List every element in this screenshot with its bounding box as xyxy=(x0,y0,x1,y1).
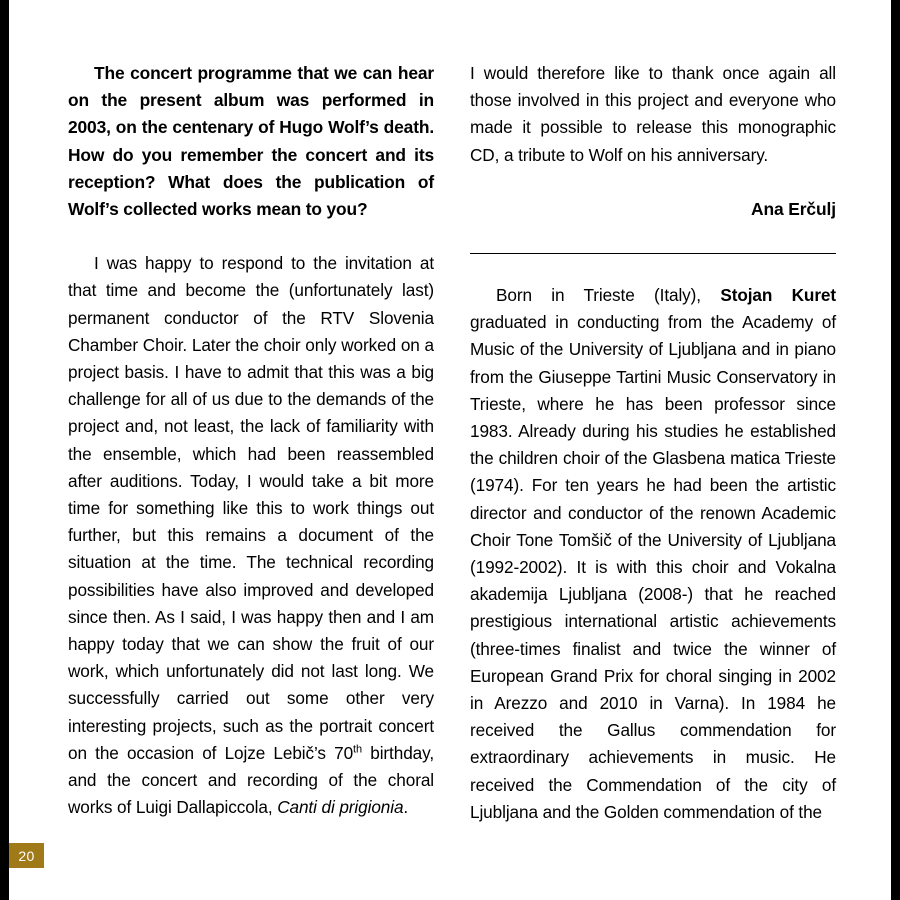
bottom-edge-accent xyxy=(0,868,9,900)
interview-answer xyxy=(68,250,434,821)
answer-text-part2: birthday, and the concert and recording of the choral works of Luigi Dallapiccola, xyxy=(68,742,435,818)
left-column xyxy=(68,60,434,820)
bio-person-name: Stojan Kuret xyxy=(720,285,837,306)
answer-text-end: . xyxy=(403,797,409,818)
text-columns xyxy=(68,60,836,820)
biography-paragraph xyxy=(470,282,836,826)
interview-question: The concert programme that we can hear on the present album was performed in 2003, on the centenary of Hugo Wolf’s death. How do you remember the concert and its reception? What does the publication of Wolf’s collected works mean to you? xyxy=(68,63,434,220)
bio-text-part2: graduated in conducting from the Academy of Music of the University of Ljubljana and in piano from the Giuseppe Tartini Music Conservatory in Trieste, where he has been professor since 1983. Already during his studies he established the children choir of the Glasbena matica Trieste (1974). For ten years he had been the artistic director and conductor of the renown Academic Choir Tone Tomšič of the University of Ljubljana (1992-2002). It is with this choir and Vokalna akademija Ljubljana (2008-) that he reached prestigious international artistic achievements (three-times finalist and twice the winner of European Grand Prix for choral singing in 2002 in Arezzo and 2010 in Varna). In 1984 he received the Gallus commendation for extraordinary achievements in music. He received the Commendation of the city of Ljubljana and the Golden commendation of the xyxy=(470,312,836,822)
closing-paragraph: I would therefore like to thank once again all those involved in this project and everyone who made it possible to release this monographic CD, a tribute to Wolf on his anniversary. xyxy=(470,63,836,165)
page-number-badge: 20 xyxy=(9,843,44,868)
answer-text-part1: I was happy to respond to the invitation at that time and become the (unfortunately last) permanent conductor of the RTV Slovenia Chamber Choir. Later the choir only worked on a project basis. I have to admit that this was a big challenge for all of us due to the demands of the project and, not least, the lack of familiarity with the ensemble, which had been reassembled after auditions. Today, I would take a bit more time for something like this to work things out further, but this remains a document of the situation at the time. The technical recording possibilities have also improved and developed since then. As I said, I was happy then and I am happy today that we can show the fruit of our work, which unfortunately did not last long. We successfully carried out some other very interesting projects, such as the portrait concert on the occasion of Lojze Lebič’s 70 xyxy=(68,253,434,763)
right-edge-bar xyxy=(891,0,900,900)
bio-text-part1: Born in Trieste (Italy), xyxy=(496,285,721,306)
section-divider xyxy=(470,253,836,254)
left-edge-bar xyxy=(0,0,9,900)
right-column xyxy=(470,60,836,820)
author-signature: Ana Erčulj xyxy=(750,198,836,219)
work-title-italic: Canti di prigionia xyxy=(277,797,404,818)
ordinal-superscript: th xyxy=(353,743,363,756)
